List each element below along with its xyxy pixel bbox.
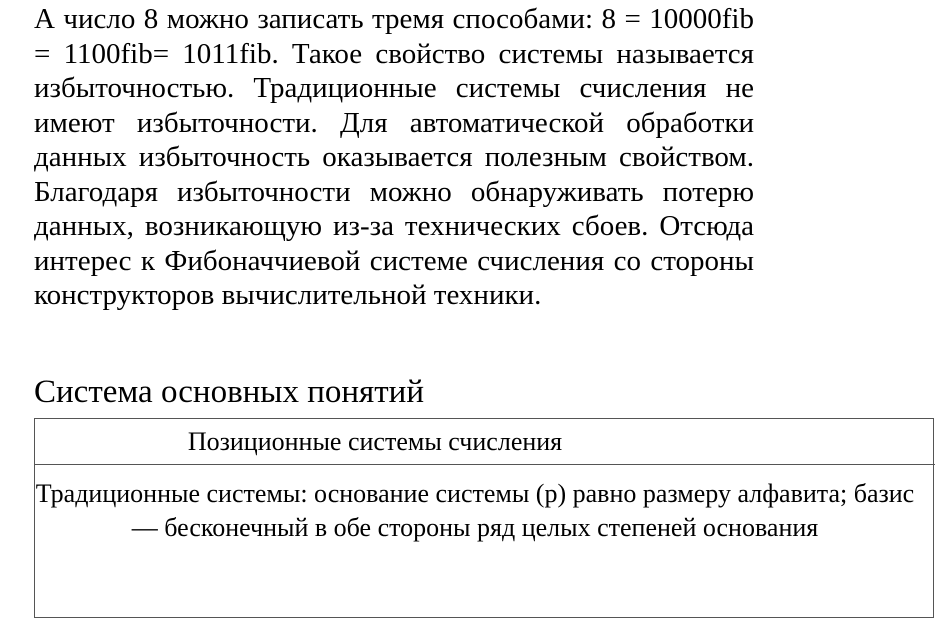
body-paragraph: А число 8 можно записать тремя способами: 8 = 10000fib = 1100fib= 1011fib. Такое свойство системы называется избыточностью. Традиционные системы счисления не имеют избыточности. Для автоматической обработки данных избыточность оказывается полезным свойством. Благодаря избыточности можно обнаруживать потерю данных, возникающую из-за технических сбоев. Отсюда интерес к Фибоначчиевой системе счисления со стороны конструкторов вычислительной техники.: [34, 3, 754, 311]
table-body-cell: Традиционные системы: основание системы (р) равно размеру алфавита; базис — бесконечный в обе стороны ряд целых степеней основания: [35, 479, 915, 542]
concepts-table: [34, 418, 934, 618]
section-heading: Система основных понятий: [34, 374, 424, 410]
table-header-cell: Позиционные системы счисления: [35, 419, 715, 465]
table-row-divider: [715, 464, 935, 466]
